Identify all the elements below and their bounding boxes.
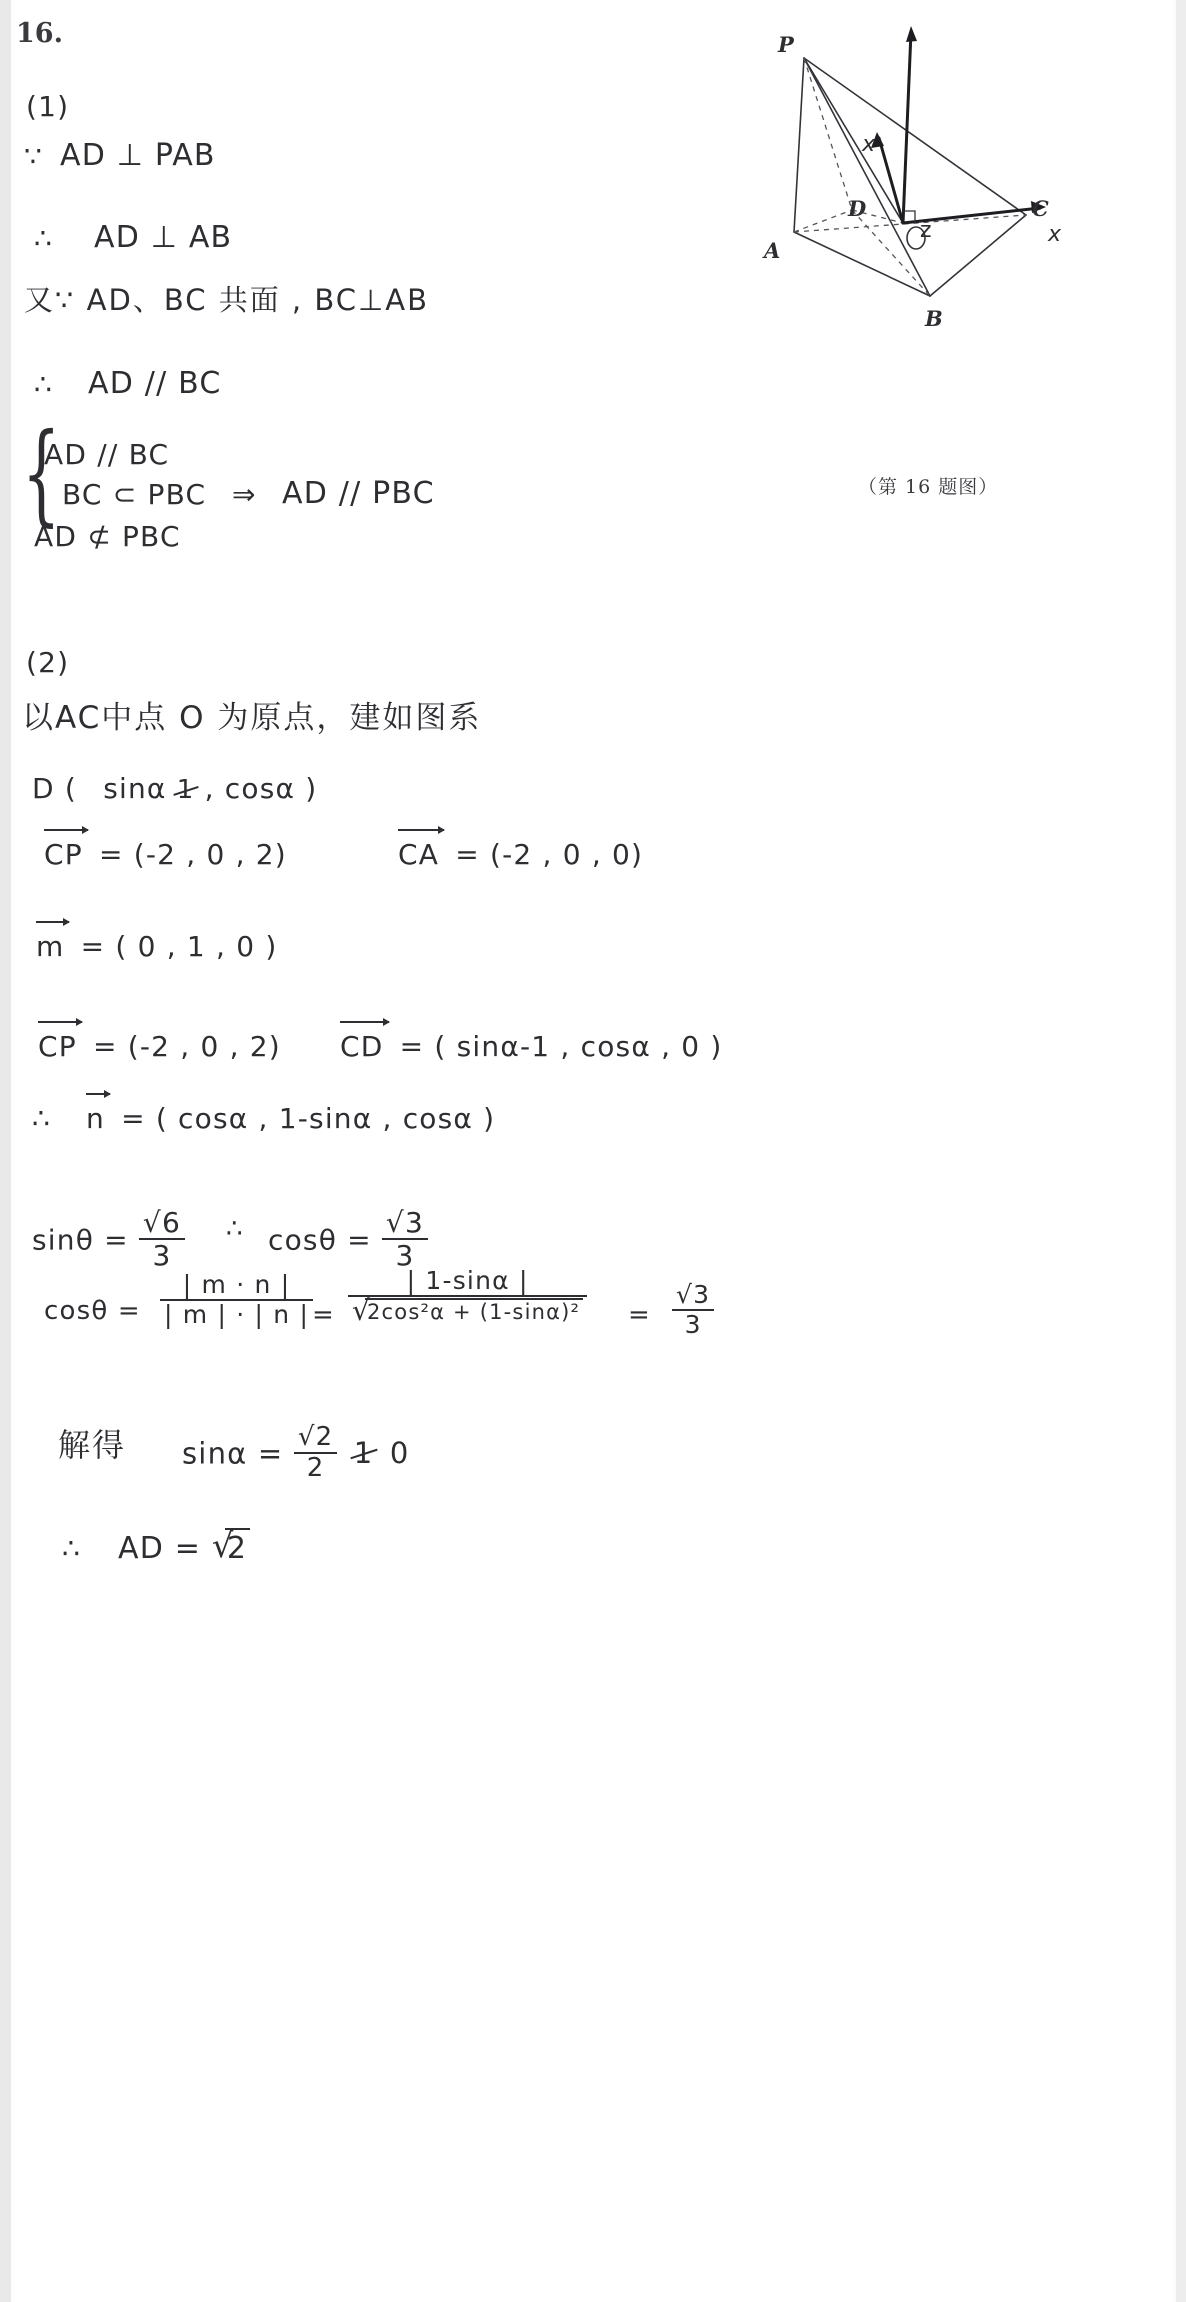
vector-CD-symbol: CD bbox=[340, 1030, 390, 1063]
vector-m-value: = ( 0 , 1 , 0 ) bbox=[80, 930, 278, 963]
part1-line4: AD // BC bbox=[88, 366, 222, 401]
vector-CP-row2 bbox=[38, 1030, 281, 1063]
cos-formula-equals-1: = bbox=[312, 1300, 335, 1330]
cos-formula-fraction-2 bbox=[348, 1266, 587, 1327]
page-edge-left bbox=[0, 0, 11, 2302]
point-D-correction: 1 bbox=[176, 775, 195, 805]
solve-expression bbox=[182, 1422, 410, 1485]
vector-CA-row bbox=[398, 838, 643, 871]
vector-n-symbol: n bbox=[86, 1102, 111, 1135]
page-edge-right bbox=[1176, 0, 1186, 2302]
solve-tail-value: 0 bbox=[389, 1436, 410, 1471]
point-D-x: sinα bbox=[103, 772, 167, 805]
solve-fraction bbox=[294, 1424, 338, 1483]
vector-n-value: = ( cosα , 1-sinα , cosα ) bbox=[121, 1102, 496, 1135]
part1-line3: 又∵ AD、BC 共面 , BC⊥AB bbox=[24, 283, 429, 317]
cos-theta-prefix: ∴ bbox=[226, 1214, 244, 1244]
cos-formula-frac2-den bbox=[348, 1297, 587, 1324]
part2-setup: 以AC中点 O 为原点，建如图系 bbox=[22, 700, 482, 736]
sin-theta-label: sinθ = bbox=[32, 1223, 129, 1257]
figure-caption: （第 16 题图） bbox=[858, 476, 999, 498]
system-brace: { bbox=[22, 409, 61, 537]
part2-heading: (2) bbox=[26, 646, 70, 679]
cos-formula-frac1 bbox=[160, 1272, 313, 1329]
vector-CA-value: = (-2 , 0 , 0) bbox=[455, 838, 644, 871]
figure-label-C: C bbox=[1032, 196, 1050, 221]
cos-formula-fraction-3 bbox=[672, 1280, 714, 1341]
cos-formula-frac3 bbox=[672, 1282, 714, 1339]
cos-theta-row bbox=[268, 1206, 428, 1273]
figure-label-A: A bbox=[764, 238, 782, 263]
solve-label: 解得 bbox=[58, 1426, 127, 1464]
cos-formula-frac2-num: | 1-sinα | bbox=[348, 1268, 587, 1297]
vector-CP-value-1: = (-2 , 0 , 2) bbox=[98, 838, 287, 871]
cos-theta-denominator: 3 bbox=[395, 1239, 415, 1273]
final-answer-text: AD = bbox=[118, 1531, 202, 1566]
vector-CD-row bbox=[340, 1030, 723, 1063]
figure-svg bbox=[740, 10, 1170, 470]
implies-arrow: ⇒ bbox=[232, 478, 257, 511]
figure-label-y: x bbox=[862, 132, 877, 157]
cos-formula-fraction-1 bbox=[160, 1270, 313, 1331]
vector-CP-value-2: = (-2 , 0 , 2) bbox=[92, 1030, 281, 1063]
cos-formula-label: cosθ = bbox=[44, 1296, 141, 1326]
figure-label-x: x bbox=[1048, 222, 1063, 247]
cos-formula-frac3-num: √3 bbox=[672, 1282, 714, 1311]
vector-CD-value: = ( sinα-1 , cosα , 0 ) bbox=[399, 1030, 723, 1063]
cos-theta-label: cosθ = bbox=[268, 1223, 372, 1257]
cos-formula-sqrt bbox=[352, 1298, 583, 1324]
part1-line2: AD ⊥ AB bbox=[94, 220, 233, 255]
final-answer bbox=[118, 1528, 250, 1566]
vector-m-symbol: m bbox=[36, 930, 70, 963]
solve-struck-value: 1 bbox=[353, 1436, 374, 1471]
solve-fraction-den: 2 bbox=[306, 1453, 325, 1484]
solve-fraction-num: √2 bbox=[294, 1424, 338, 1454]
point-D-open: D ( bbox=[32, 772, 77, 805]
part1-line1: AD ⊥ PAB bbox=[60, 138, 216, 173]
part1-heading: (1) bbox=[26, 90, 70, 123]
part1-line4-symbol: ∴ bbox=[34, 368, 54, 401]
brace-line-2: BC ⊂ PBC bbox=[62, 478, 207, 511]
vector-CP-row1 bbox=[44, 838, 287, 871]
part1-line1-symbol: ∵ bbox=[24, 140, 44, 173]
final-answer-sqrt-content: 2 bbox=[225, 1528, 250, 1566]
cos-formula-equals-2: = bbox=[628, 1300, 651, 1330]
brace-line-3: AD ⊄ PBC bbox=[34, 520, 181, 553]
vector-n-row bbox=[86, 1102, 495, 1135]
brace-line-1: AD // BC bbox=[44, 438, 170, 471]
figure-label-z: z bbox=[920, 218, 933, 243]
vector-m-row bbox=[36, 930, 277, 963]
geometry-figure bbox=[740, 10, 1170, 470]
sin-theta-fraction bbox=[139, 1208, 185, 1271]
cos-formula-sqrt-content: 2cos²α + (1-sinα)² bbox=[365, 1298, 583, 1323]
sin-theta-row bbox=[32, 1206, 185, 1273]
solve-expr-text: sinα = bbox=[182, 1436, 284, 1471]
point-D bbox=[32, 772, 317, 805]
cos-formula-frac1-num: | m · n | bbox=[160, 1272, 313, 1301]
final-answer-sqrt bbox=[212, 1528, 250, 1566]
sin-theta-numerator: √6 bbox=[139, 1208, 185, 1240]
vector-n-prefix: ∴ bbox=[32, 1102, 52, 1135]
cos-theta-numerator: √3 bbox=[382, 1208, 428, 1240]
vector-CP-symbol-2: CP bbox=[38, 1030, 83, 1063]
cos-formula-frac3-den: 3 bbox=[684, 1310, 702, 1340]
final-prefix: ∴ bbox=[62, 1532, 82, 1565]
part1-conclusion: AD // PBC bbox=[282, 476, 435, 511]
z-axis-arrowhead bbox=[906, 26, 917, 42]
point-D-y: , cosα ) bbox=[204, 772, 318, 805]
sin-theta-denominator: 3 bbox=[152, 1239, 172, 1273]
figure-label-D: D bbox=[848, 196, 868, 221]
vector-CA-symbol: CA bbox=[398, 838, 445, 871]
cos-formula-frac2 bbox=[348, 1268, 587, 1325]
question-number: 16. bbox=[16, 18, 63, 49]
figure-label-B: B bbox=[925, 306, 944, 331]
vector-CP-symbol: CP bbox=[44, 838, 89, 871]
part1-line2-symbol: ∴ bbox=[34, 222, 54, 255]
cos-formula-frac1-den: | m | · | n | bbox=[164, 1300, 310, 1330]
figure-label-P: P bbox=[778, 32, 795, 57]
cos-theta-fraction bbox=[382, 1208, 428, 1271]
